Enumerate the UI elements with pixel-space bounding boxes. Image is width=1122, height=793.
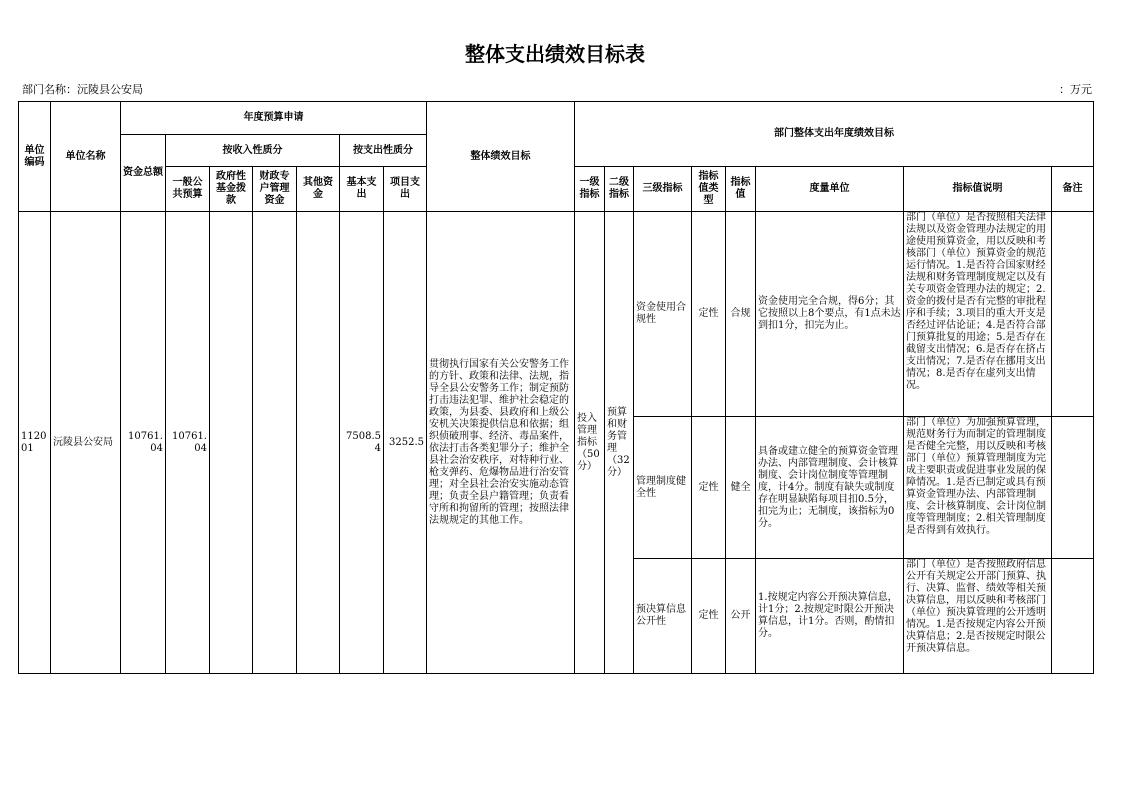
unit-label-clipped: ： (1059, 83, 1070, 96)
header-explanation: 指标值说明 (904, 167, 1052, 212)
cell-level3: 预决算信息公开性 (634, 559, 692, 674)
cell-value: 公开 (726, 559, 756, 674)
cell-measure: 具备或建立健全的预算资金管理办法、内部管理制度、会计核算制度、会计岗位制度等管理制度，计4分。制度有缺失或制度存在明显缺陷每项目扣0.5分，扣完为止；无制度，该指标为0分。 (756, 417, 904, 559)
cell-level2: 预算和财务管理（32分） (605, 212, 634, 674)
cell-value-type: 定性 (692, 212, 726, 417)
explanation-text: 部门（单位）是否按照相关法律法规以及资金管理办法规定的用途使用预算资金，用以反映和考核部门（单位）预算资金的规范运行情况。1.是否符合国家财经法规和财务管理制度规定以及有关专项资金管理办法的规定；2.资金的拨付是否有完整的审批程序和手续；3.项目的重大开支是否经过评估论证；4.是否符合部门预算批复的用途；5.是否存在截留支出情况；6.是否存在挤占支出情况；7.是否存在挪用支出情况；8.是否存在虚列支出情况。 (906, 212, 1047, 391)
header-annual-budget: 年度预算申请 (121, 102, 427, 135)
header-value-type: 指标值类型 (692, 167, 726, 212)
header-other-funds: 其他资金 (297, 167, 340, 212)
cell-level1: 投入管理指标（50分） (575, 212, 605, 674)
header-dept-goal: 部门整体支出年度绩效目标 (575, 102, 1094, 167)
unit-label (1059, 81, 1092, 97)
cell-measure: 资金使用完全合规，得6分；其它按照以上8个要点，有1点未达到扣1分，扣完为止。 (756, 212, 904, 417)
header-level3: 三级指标 (634, 167, 692, 212)
header-project-expense: 项目支出 (384, 167, 427, 212)
cell-explanation (904, 212, 1052, 417)
cell-explanation (904, 417, 1052, 559)
cell-explanation (904, 559, 1052, 674)
header-value: 指标值 (726, 167, 756, 212)
header-fiscal-special: 财政专户管理资金 (253, 167, 297, 212)
header-by-expense: 按支出性质分 (340, 135, 427, 167)
header-unit-code: 单位编码 (19, 102, 51, 212)
cell-value: 健全 (726, 417, 756, 559)
header-overall-goal: 整体绩效目标 (427, 102, 575, 212)
header-measure: 度量单位 (756, 167, 904, 212)
cell-other-funds (297, 212, 340, 674)
department-label: 部门名称：沅陵县公安局 (22, 83, 143, 96)
unit-label-rest: 万元 (1070, 83, 1092, 96)
header-remark: 备注 (1052, 167, 1094, 212)
cell-remark (1052, 559, 1094, 674)
header-total-funds: 资金总额 (121, 135, 166, 212)
cell-general-budget: 10761.04 (166, 212, 210, 674)
cell-basic-expense: 7508.54 (340, 212, 384, 674)
header-basic-expense: 基本支出 (340, 167, 384, 212)
cell-unit-code: 112001 (19, 212, 51, 674)
cell-level3: 管理制度健全性 (634, 417, 692, 559)
cell-total-funds: 10761.04 (121, 212, 166, 674)
header-general-budget: 一般公共预算 (166, 167, 210, 212)
performance-table (18, 101, 1094, 674)
cell-value-type: 定性 (692, 417, 726, 559)
header-by-income: 按收入性质分 (166, 135, 340, 167)
header-gov-fund: 政府性基金拨款 (210, 167, 253, 212)
cell-unit-name: 沅陵县公安局 (51, 212, 121, 674)
cell-overall-goal: 贯彻执行国家有关公安警务工作的方针、政策和法律、法规，指导全县公安警务工作；制定预防打击违法犯罪、维护社会稳定的政策，为县委、县政府和上级公安机关决策提供信息和依据；组织侦破刑事、经济、毒品案件，依法打击各类犯罪分子；维护全县社会治安秩序，对特种行业、枪支弹药、危爆物品进行治安管理；对全县社会治安实施动态管理；负责全县户籍管理；负责看守所和拘留所的管理；按照法律法规规定的其他工作。 (427, 212, 575, 674)
cell-project-expense: 3252.5 (384, 212, 427, 674)
cell-value: 合规 (726, 212, 756, 417)
cell-level3: 资金使用合规性 (634, 212, 692, 417)
cell-gov-fund (210, 212, 253, 674)
cell-measure: 1.按规定内容公开预决算信息，计1分；2.按规定时限公开预决算信息，计1分。否则，酌情扣分。 (756, 559, 904, 674)
header-unit-name: 单位名称 (51, 102, 121, 212)
explanation-text: 部门（单位）是否按照政府信息公开有关规定公开部门预算、执行、决算、监督、绩效等相关预决算信息，用以反映和考核部门（单位）预决算管理的公开透明情况。1.是否按规定内容公开预决算信息；2.是否按规定时限公开预决算信息。 (906, 559, 1047, 654)
cell-value-type: 定性 (692, 559, 726, 674)
header-level1: 一级指标 (575, 167, 605, 212)
page-title: 整体支出绩效目标表 (465, 42, 645, 66)
cell-fiscal-special (253, 212, 297, 674)
cell-remark (1052, 212, 1094, 417)
explanation-text: 部门（单位）为加强预算管理，规范财务行为而制定的管理制度是否健全完整，用以反映和考核部门（单位）预算管理制度为完成主要职责或促进事业发展的保障情况。1.是否已制定或具有预算资金管理办法、内部管理制度、会计核算制度、会计岗位制度等管理制度；2.相关管理制度是否得到有效执行。 (906, 417, 1047, 536)
cell-remark (1052, 417, 1094, 559)
header-level2: 二级指标 (605, 167, 634, 212)
